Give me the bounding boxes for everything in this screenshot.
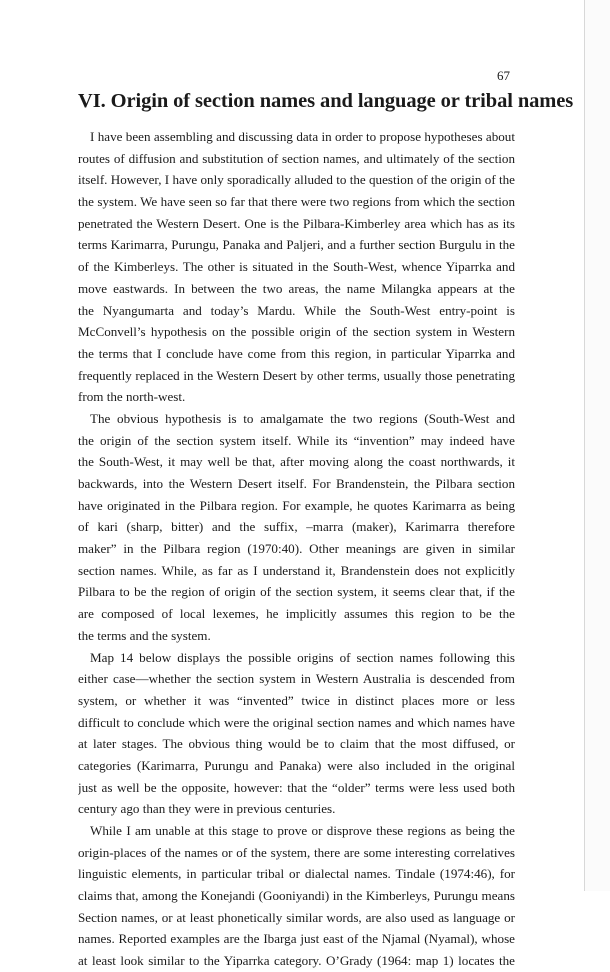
text-line: backwards, into the Western Desert itself. For Brandenstein, the Pilbara section [78, 476, 515, 491]
section-title: VI. Origin of section names and language or tribal names [78, 90, 574, 112]
text-line: the terms that I conclude have come from this region, in particular Yiparrka and [78, 345, 515, 361]
text-line: the Nyangumarta and today’s Mardu. While the South-West entry-point is [78, 302, 515, 318]
text-line: the origin of the section system itself. While its “invention” may indeed have [78, 432, 515, 448]
text-line: at least look similar to the Yiparrka category. O’Grady (1964: map 1) locates the [78, 953, 515, 969]
text-line: frequently replaced in the Western Desert by other terms, usually those penetrating [78, 367, 515, 383]
text-line: move eastwards. In between the two areas, the name Milangka appears at the [78, 280, 515, 296]
text-line: terms Karimarra, Purungu, Panaka and Paljeri, and a further section Burgulu in the [78, 237, 515, 253]
text-line: linguistic elements, in particular tribal or dialectal names. Tindale (1974:46), for [78, 866, 515, 882]
page-number: 67 [497, 68, 510, 83]
page-margin [585, 0, 610, 891]
text-line: The obvious hypothesis is to amalgamate the two regions (South-West and [90, 410, 515, 426]
text-line: itself. However, I have only sporadically alluded to the question of the origin of the [78, 172, 515, 188]
paragraph [78, 647, 515, 821]
text-line: Section names, or at least phonetically similar words, are also used as language or [78, 909, 515, 925]
text-line: the terms and the system. [78, 627, 211, 643]
text-line: origin-places of the names or of the system, there are some interesting correlatives [78, 844, 515, 860]
text-line: McConvell’s hypothesis on the possible origin of the section system in Western [78, 324, 515, 340]
text-line: are composed of local lexemes, he implicitly assumes this region to be the [78, 606, 515, 622]
text-line: just as well be the opposite, however: that the “older” terms were less used both [78, 779, 515, 795]
page-edge [584, 0, 585, 891]
text-line: of the Kimberleys. The other is situated in the South-West, whence Yiparrka and [78, 259, 515, 275]
text-line: I have been assembling and discussing data in order to propose hypotheses about [90, 129, 515, 144]
text-line: of kari (sharp, bitter) and the suffix, –marra (maker), Karimarra therefore [78, 519, 515, 535]
paragraph [78, 820, 515, 972]
text-line: names. Reported examples are the Ibarga just east of the Njamal (Nyamal), whose [78, 931, 515, 947]
text-line: system, or whether it was “invented” twice in distinct places more or less [78, 692, 515, 708]
paragraph [78, 408, 515, 647]
text-line: Map 14 below displays the possible origins of section names following this [90, 649, 515, 665]
text-line: the South-West, it may well be that, after moving along the coast northwards, it [78, 454, 515, 470]
text-line: Pilbara to be the region of origin of the section system, it seems clear that, if the [78, 584, 515, 600]
text-line: difficult to conclude which were the original section names and which names have [78, 714, 515, 730]
body-text [78, 126, 515, 972]
text-line: section names. While, as far as I understand it, Brandenstein does not explicitly [78, 562, 515, 578]
text-line: claims that, among the Konejandi (Gooniyandi) in the Kimberleys, Purungu means [78, 888, 515, 904]
text-line: maker” in the Pilbara region (1970:40). Other meanings are given in similar [78, 541, 515, 557]
text-line: have originated in the Pilbara region. For example, he quotes Karimarra as being [78, 497, 515, 513]
text-line: categories (Karimarra, Purungu and Panaka) were also included in the original [78, 757, 515, 773]
text-line: While I am unable at this stage to prove or disprove these regions as being the [90, 823, 515, 838]
text-line: penetrated the Western Desert. One is the Pilbara-Kimberley area which has as its [78, 215, 515, 231]
text-line: from the north-west. [78, 389, 186, 405]
text-line: either case—whether the section system in Western Australia is descended from [78, 671, 515, 687]
paragraph [78, 126, 515, 408]
text-line: the system. We have seen so far that there were two regions from which the section [78, 194, 515, 210]
text-line: at later stages. The obvious thing would be to claim that the most diffused, or [78, 736, 515, 752]
text-line: routes of diffusion and substitution of section names, and ultimately of the section [78, 150, 515, 166]
text-line: century ago than they were in previous centuries. [78, 801, 336, 817]
